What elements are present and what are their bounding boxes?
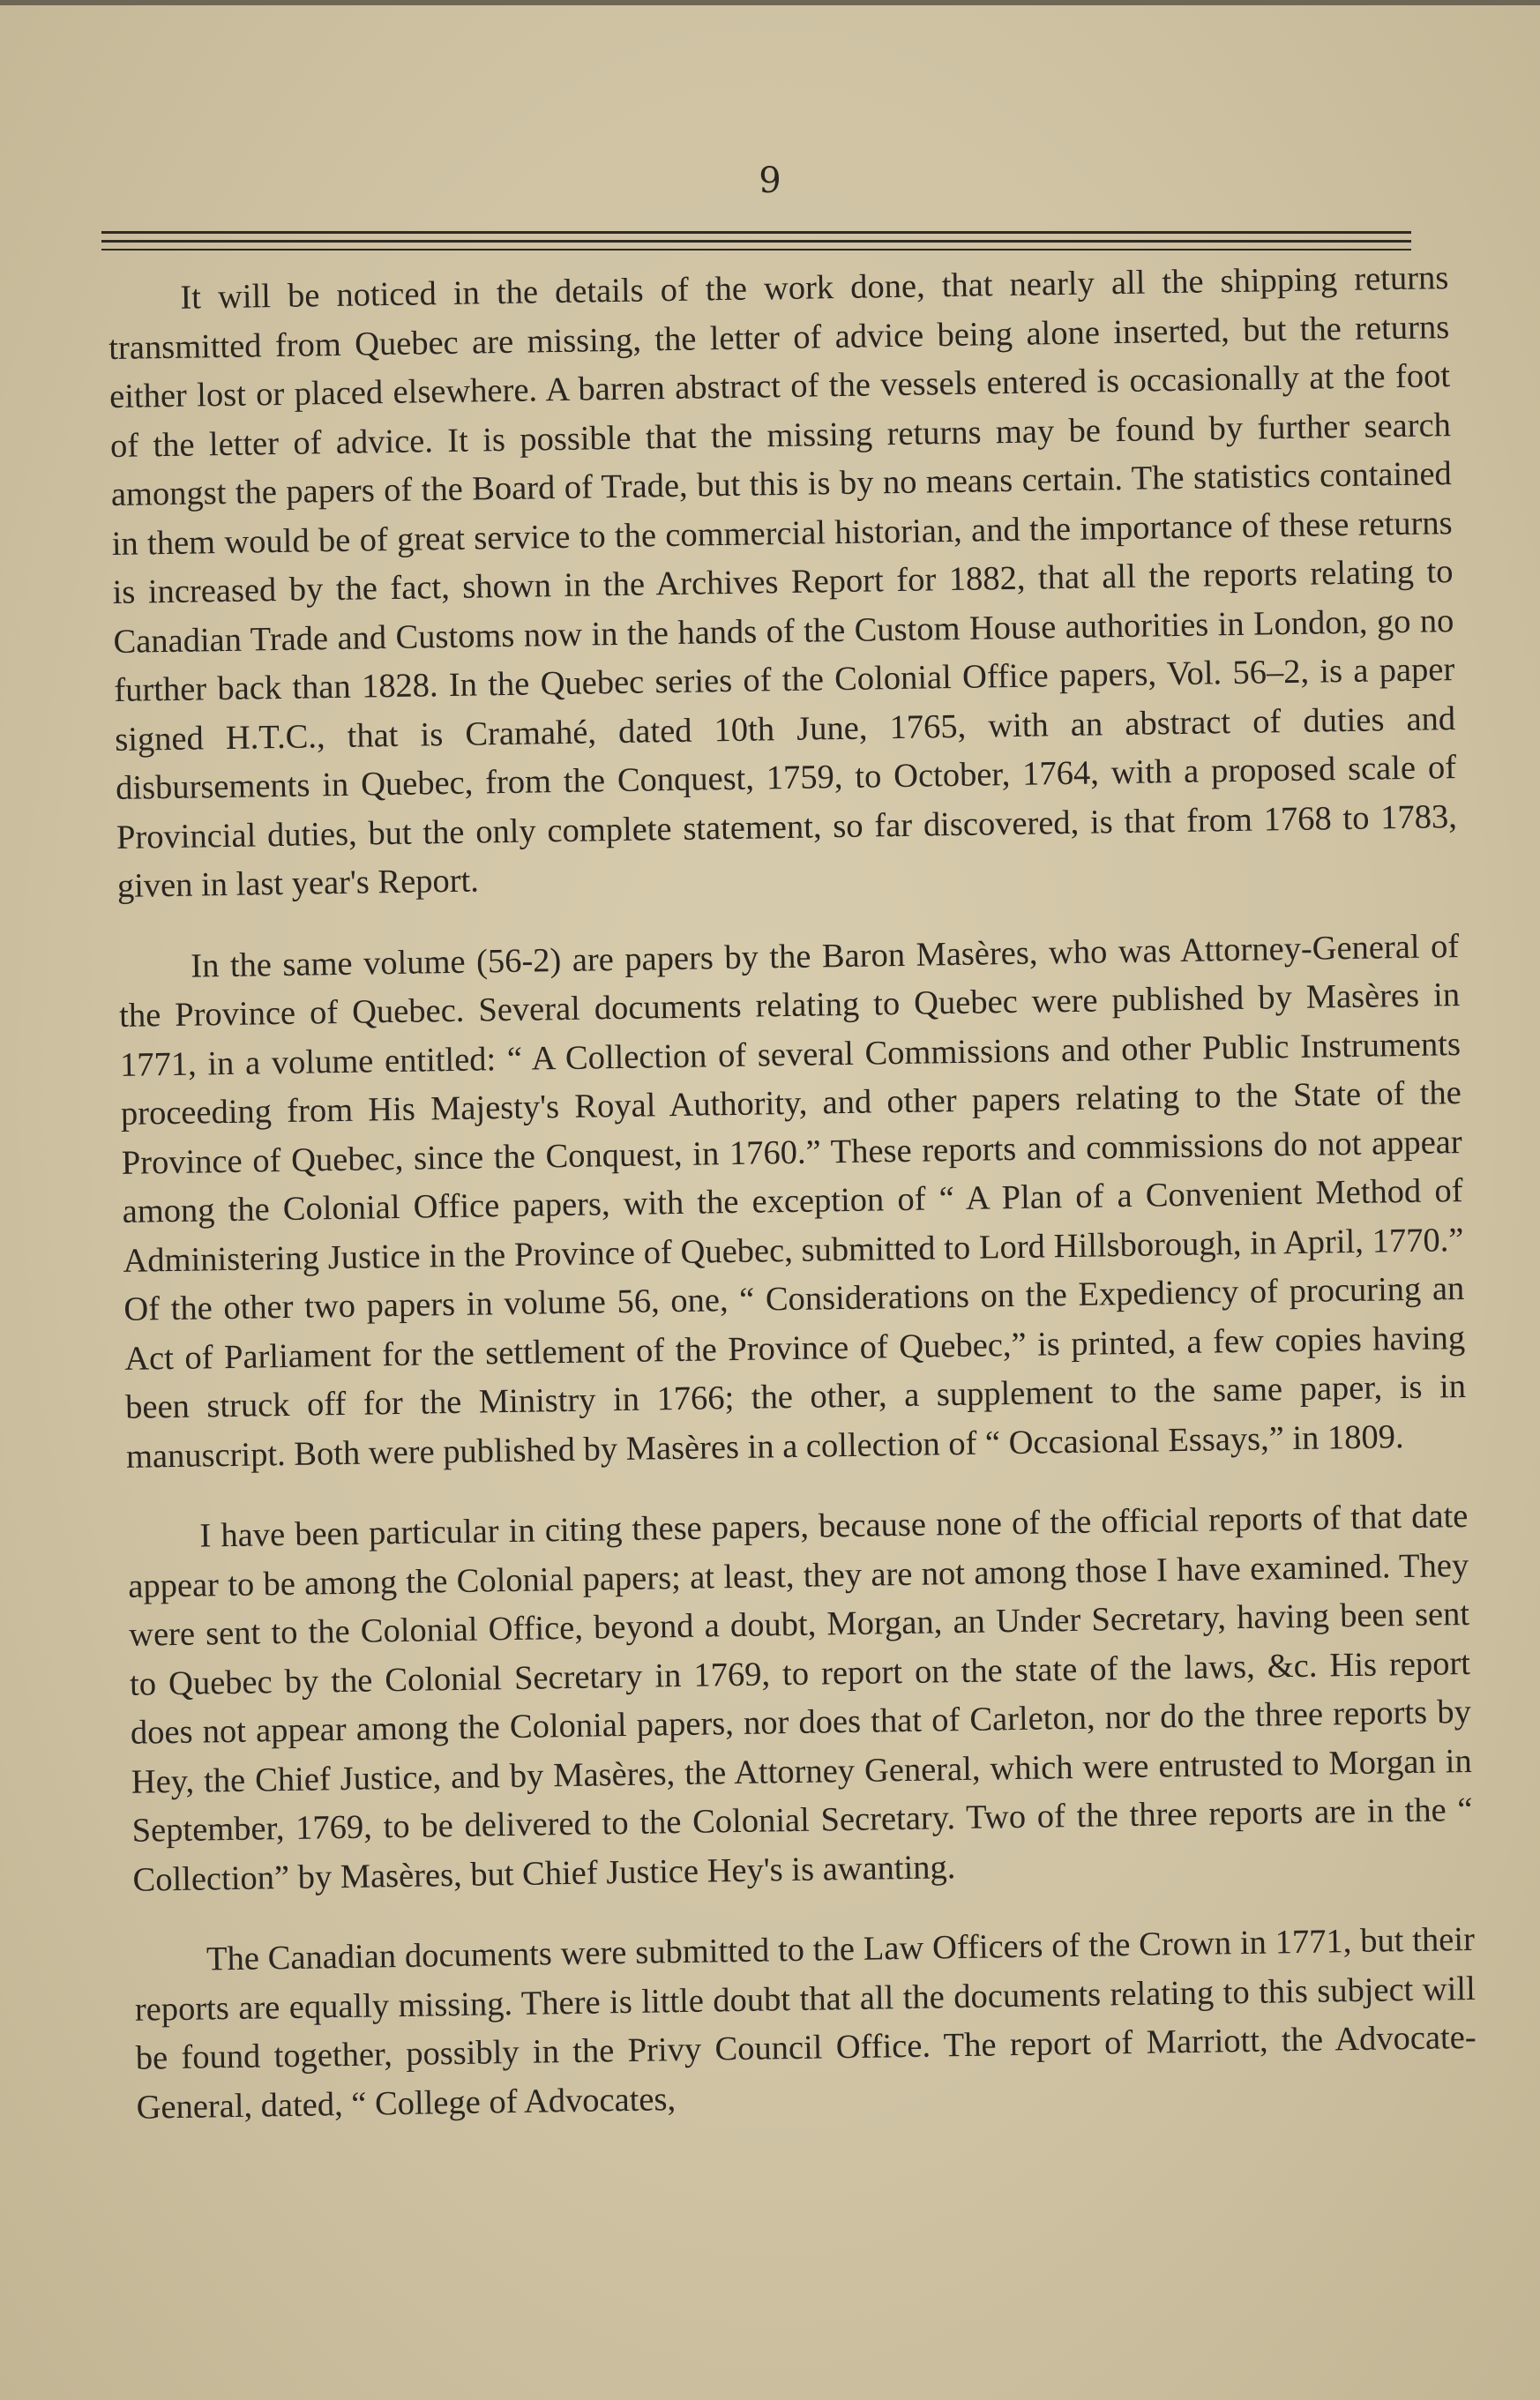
paragraph-official-reports: I have been particular in citing these papers, because none of the official reports of that date appear to be among the Colonial papers; at least, they are not among those I have examined. They were sent to the Colonial Office, beyond a doubt, Morgan, an Under Secretary, having been sent to Quebec by the Colonial Secretary in 1769, to report on the state of the laws, &c. His report does not appear among the Colonial papers, nor does that of Carleton, nor do the three reports by Hey, the Chief Justice, and by Masères, the Attorney General, which were entrusted to Morgan in September, 1769, to be delivered to the Colonial Secretary. Two of the three reports are in the “ Collection” by Masères, but Chief Justice Hey's is awanting. [128, 1497, 1473, 1899]
paragraph-law-officers: The Canadian documents were submitted to the Law Officers of the Crown in 1771, but their reports are equally missing. There is little doubt that all the documents relating to this subject will be found together, possibly in the Privy Council Office. The report of Marriott, the Advocate-General, dated, “ College of Advocates, [134, 1920, 1476, 2127]
paragraph-baron-maseres: In the same volume (56-2) are papers by the Baron Masères, who was Attorney-General of the Province of Quebec. Several documents relating to Quebec were published by Masères in 1771, in a volume entitled: “ A Collection of several Commissions and other Public Instruments proceeding from His Majesty's Royal Authority, and other papers relating to the State of the Province of Quebec, since the Conquest, in 1760.” These reports and commissions do not appear among the Colonial Office papers, with the exception of “ A Plan of a Convenient Method of Administering Justice in the Province of Quebec, submitted to Lord Hillsborough, in April, 1770.” Of the other two papers in volume 56, one, “ Considerations on the Expediency of procuring an Act of Parliament for the settlement of the Province of Quebec,” is printed, a few copies having been struck off for the Ministry in 1766; the other, a supplement to the same paper, is in manuscript. Both were published by Masères in a collection of “ Occasional Essays,” in 1809. [118, 927, 1467, 1476]
body-text [108, 254, 1477, 2164]
header-rule-top [101, 231, 1411, 234]
page-number: 9 [759, 161, 781, 201]
header-rule-bottom [101, 249, 1411, 250]
header-rule-middle [101, 240, 1411, 243]
page-top-edge [0, 0, 1540, 5]
paragraph-shipping-returns: It will be noticed in the details of the work done, that nearly all the shipping returns transmitted from Quebec are missing, the letter of advice being alone inserted, but the returns either lost or placed elsewhere. A barren abstract of the vessels entered is occasionally at the foot of the letter of advice. It is possible that the missing returns may be found by further search amongst the papers of the Board of Trade, but this is by no means certain. The statistics contained in them would be of great service to the commercial historian, and the importance of these returns is increased by the fact, shown in the Archives Report for 1882, that all the reports relating to Canadian Trade and Customs now in the hands of the Custom House authorities in London, go no further back than 1828. In the Quebec series of the Colonial Office papers, Vol. 56–2, is a paper signed H.T.C., that is Cramahé, dated 10th June, 1765, with an abstract of duties and disbursements in Quebec, from the Conquest, 1759, to October, 1764, with a proposed scale of Provincial duties, but the only complete statement, so far discovered, is that from 1768 to 1783, given in last year's Report. [108, 259, 1458, 905]
